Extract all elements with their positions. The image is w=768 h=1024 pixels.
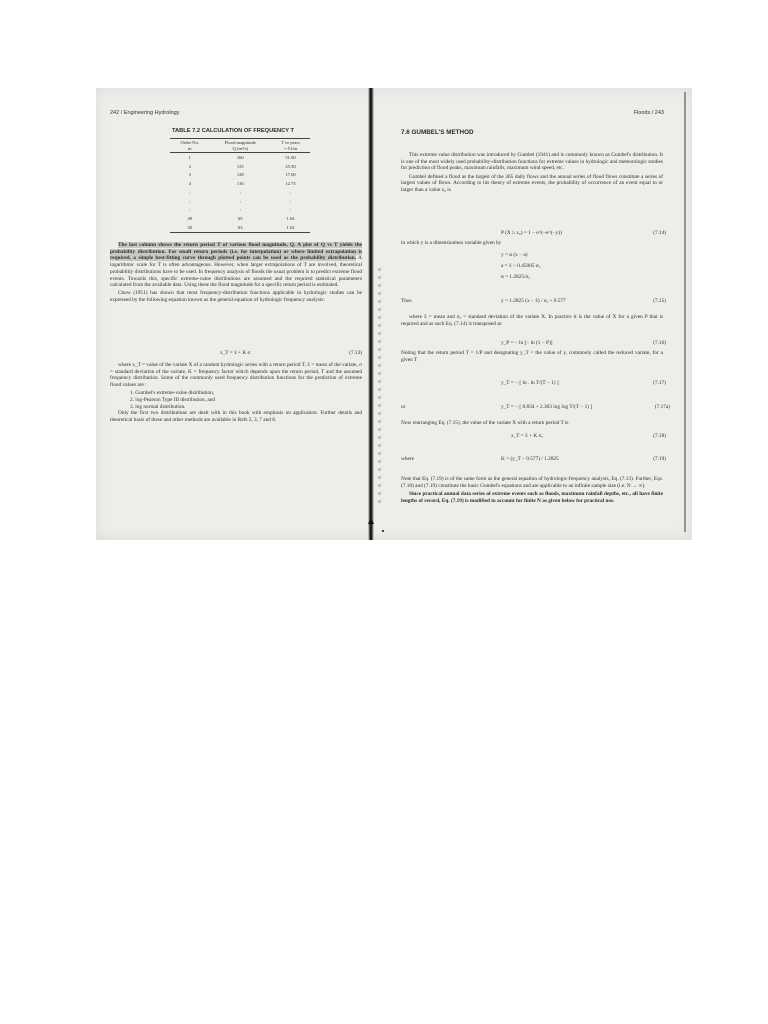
text-line: in which y is a dimensionless variable given by: [401, 240, 502, 246]
section-title: 7.6 GUMBEL'S METHOD: [401, 129, 474, 136]
table-cell: 1: [188, 154, 191, 160]
text-line: Now rearranging Eq. (7.15), the value of the variate X with a return period T is: [401, 420, 569, 426]
table-row: [170, 215, 310, 224]
or-label: or: [401, 404, 406, 410]
left-body-block-2: [110, 362, 362, 425]
table-row: [170, 223, 310, 232]
paragraph: Noting that the return period T = 1/P and designating y_T = the value of y, commonly called the reduced variate, for a given T: [401, 350, 663, 363]
table-header-cell: [170, 139, 210, 153]
left-page: [110, 88, 372, 540]
page-edge: [684, 92, 686, 532]
equation-7-15: y = 1.2825 (x − x̄) / σₓ + 0.577: [501, 298, 566, 304]
paragraph: Only the first two distributions are dealt with in this book with emphasis on application. Further details and theoretical basis of these and other methods are available in Refs 2, 3, 7 and 8.: [110, 410, 362, 424]
table-cell: 65: [237, 216, 243, 222]
header-t-formula: = 51/m: [283, 145, 298, 151]
equation-number: (7.19): [653, 456, 666, 462]
right-body-block-1: [401, 152, 663, 195]
table-row: [170, 188, 310, 197]
header-q-units: Q (m³/s): [232, 145, 249, 151]
equation-number: (7.14): [653, 230, 666, 236]
table-cell: :: [239, 189, 241, 195]
equation-a: a = x̄ − 0.45005 σₓ: [501, 263, 541, 269]
equation-alpha: α = 1.2825/σₓ: [501, 274, 530, 280]
table-row: [170, 197, 310, 206]
equation-7-17a: y_T = − [ 0.834 + 2.303 log log T/(T − 1) ]: [501, 404, 593, 410]
table-cell: :: [239, 198, 241, 204]
paragraph: [110, 242, 362, 289]
equation-number: (7.18): [653, 433, 666, 439]
table-cell: :: [189, 198, 191, 204]
equation-number: (7.15): [653, 298, 666, 304]
table-cell: 51.00: [285, 154, 296, 160]
table-row: [170, 171, 310, 180]
header-m: m: [187, 145, 192, 151]
table-cell: 3: [188, 172, 191, 178]
table-cell: 128: [236, 172, 244, 178]
right-running-head: Floods / 243: [633, 110, 664, 116]
table-cell: 63: [210, 223, 272, 232]
right-body-block-2: [401, 314, 663, 329]
table-cell: 17.00: [285, 172, 296, 178]
scanned-book-spread: [96, 88, 692, 540]
table-row: [170, 153, 310, 162]
paragraph: Gumbel defined a flood as the largest of the 365 daily flows and the annual series of flood flows constitute a series of largest values of flows. According to his theory of extreme events, the probability of occurrence of an event equal to or larger than a value x₀ is: [401, 173, 663, 194]
equation-7-14: P (X ≥ x₀) = 1 − e^(−e^(−y)): [501, 230, 562, 236]
equation-number: (7.17): [653, 380, 666, 386]
table-cell: 1.04: [286, 216, 295, 222]
highlighted-text: The last column shows the return period T of various flood magnitude, Q. A plot of Q vs T yields the probability distribution. For small return periods (i.e. for interpolation) or where limited extrapolation is required, a simple best-fitting curve through plotted points can be used as the probability distribution.: [110, 242, 362, 262]
right-body-block-3: [401, 350, 663, 365]
equation-y: y = α (x − a): [501, 252, 528, 258]
list-item: 2. log-Pearson Type III distribution, and: [130, 397, 216, 404]
paragraph-text: A logarithmic scale for T is often advantageous. However, when larger extrapolations of T are involved, theoretical probability distributions have to be used. In frequency analysis of floods the usual problem is to predict extreme flood events. Towards this, specific extreme-value distributions are assumed and the required statistical parameters calculated from the available data. Using these the flood magnitude for a specific return period is estimated.: [110, 255, 363, 289]
equation-7-16: y_P = − ln [− ln (1 − P)]: [501, 340, 553, 346]
paragraph: where x_T = value of the variate X of a random hydrologic series with a return period T, x̄ = mean of the variate, σ = standard deviation of the variate, K = frequency factor which depends upon the return period, T and the assumed frequency distribution. Some of the commonly used frequency distribution functions for the prediction of extreme flood values are :: [110, 362, 362, 389]
paragraph: Note that Eq. (7.19) is of the same form as the general equation of hydrologic-frequency analysis, Eq. (7.13). Further, Eqs. (7.18) and (7.19) constitute the basic Gumbel's equations and are applicable to an infinite sample size (i.e. N → ∞).: [401, 476, 663, 489]
right-page: [401, 88, 676, 540]
left-running-head: 242 / Engineering Hydrology: [110, 110, 180, 116]
paragraph: Since practical annual data series of extreme events such as floods, maximum rainfall depths, etc., all have finite lengths of record, Eq. (7.19) is modified to account for finite N as given below for practical use.: [401, 490, 663, 504]
table-title: TABLE 7.2 CALCULATION OF FREQUENCY T: [172, 128, 294, 134]
right-body-block-4: [401, 476, 663, 506]
left-body-block-1: [110, 242, 362, 305]
equation-7-17: y_T = − [ ln . ln T/(T − 1) ]: [501, 380, 559, 386]
header-order-no: Order No.: [180, 140, 200, 145]
table-cell: 49: [187, 216, 193, 222]
equation-number: (7.17a): [654, 404, 670, 410]
table-cell: 4: [188, 181, 191, 187]
table-cell: :: [239, 207, 241, 213]
table-cell: :: [289, 198, 292, 204]
gutter-shadow: [378, 268, 381, 508]
table-cell: 2: [188, 163, 191, 169]
table-cell: 25.50: [285, 163, 296, 169]
table-cell: :: [289, 189, 292, 195]
paragraph: where x̄ = mean and σₓ = standard deviation of the variate X. In practice it is the value of X for a given P that is required and as such Eq. (7.14) is transposed as: [401, 314, 663, 327]
table-cell: 116: [236, 181, 244, 187]
table-cell: :: [189, 189, 191, 195]
table-row: [170, 162, 310, 171]
table-cell: 50: [170, 223, 210, 232]
list-item: 1. Gumbel's extreme-value distribution,: [130, 390, 215, 397]
table-cell: :: [289, 207, 292, 213]
header-flood-magnitude: Flood magnitude: [224, 140, 256, 145]
table-row: [170, 180, 310, 189]
table-row: [170, 206, 310, 215]
table-cell: 1.02: [271, 223, 310, 232]
table-header-row: [170, 139, 310, 153]
table-cell: 135: [236, 163, 244, 169]
equation-number: (7.13): [349, 350, 362, 356]
table-cell: :: [189, 207, 191, 213]
table-cell: 160: [236, 154, 244, 160]
distribution-list: [110, 390, 362, 410]
equation-number: (7.16): [653, 340, 666, 346]
list-item: 3. log normal distribution.: [130, 403, 186, 410]
frequency-table: [170, 138, 310, 233]
table-header-cell: [210, 139, 272, 153]
where-label: where: [401, 456, 414, 462]
ink-speck: [382, 530, 384, 532]
paragraph: This extreme value distribution was introduced by Gumbel (1941) and is commonly known as Gumbel's distribution. It is one of the most widely used probability-distribution functions for extreme values in hydrologic and meteorologic studies for prediction of flood peaks, maximum rainfalls, maximum wind speed, etc.: [401, 152, 663, 172]
paragraph: Chow (1951) has shown that most frequency-distribution functions applicable in hydrologic studies can be expressed by the following equation known as the general equation of hydrologic frequency analysis:: [110, 290, 362, 304]
equation-7-19: K = (y_T − 0.577) / 1.2825: [501, 456, 559, 462]
equation-7-18: x_T = x̄ + K σₓ: [511, 433, 543, 439]
equation-7-13: x_T = x̄ + K σ: [220, 350, 251, 356]
thus-label: Thus: [401, 298, 412, 304]
table-cell: 12.75: [285, 181, 296, 187]
header-t-years: T in years: [281, 140, 300, 145]
table-header-cell: [271, 139, 310, 153]
